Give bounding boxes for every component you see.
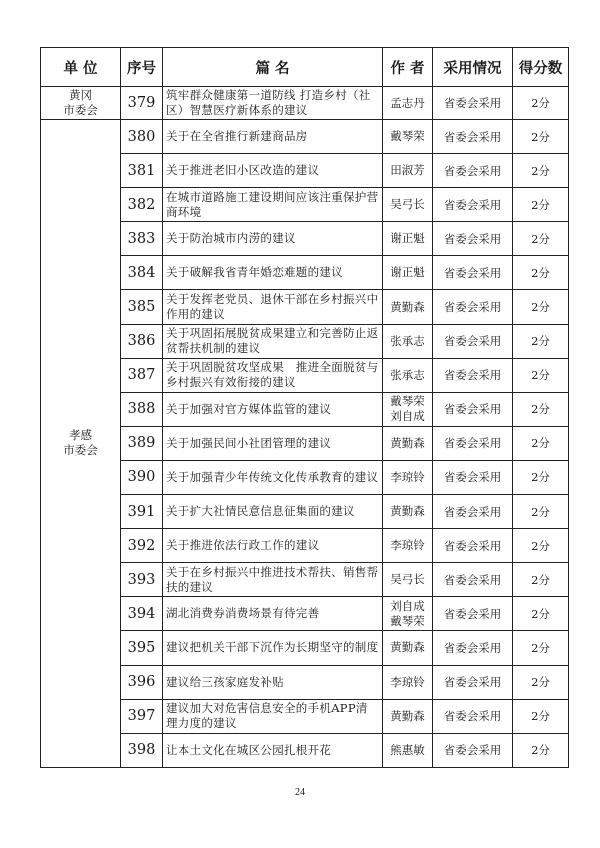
table-row — [41, 631, 569, 665]
author-cell: 田淑芳 — [383, 154, 433, 188]
seq-cell: 383 — [121, 222, 163, 256]
proposal-table — [40, 47, 569, 768]
table-row — [41, 87, 569, 120]
title-cell: 建议给三孩家庭发补贴 — [163, 665, 383, 699]
adoption-cell: 省委会采用 — [433, 699, 513, 733]
adoption-cell: 省委会采用 — [433, 733, 513, 767]
title-cell: 筑牢群众健康第一道防线 打造乡村（社区）智慧医疗新体系的建议 — [163, 87, 383, 120]
adoption-cell: 省委会采用 — [433, 426, 513, 460]
title-cell: 建议加大对危害信息安全的手机APP清理力度的建议 — [163, 699, 383, 733]
adoption-cell: 省委会采用 — [433, 222, 513, 256]
author-cell: 李琼铃 — [383, 665, 433, 699]
adoption-cell: 省委会采用 — [433, 529, 513, 563]
table-row — [41, 426, 569, 460]
author-cell: 李琼铃 — [383, 529, 433, 563]
table-row — [41, 358, 569, 392]
adoption-cell: 省委会采用 — [433, 392, 513, 426]
author-cell: 李琼铃 — [383, 460, 433, 494]
table-row — [41, 256, 569, 290]
score-cell: 2分 — [513, 87, 569, 120]
table-row — [41, 120, 569, 154]
score-cell: 2分 — [513, 154, 569, 188]
author-cell: 黄勤森 — [383, 426, 433, 460]
adoption-cell: 省委会采用 — [433, 87, 513, 120]
author-cell: 张承志 — [383, 358, 433, 392]
title-cell: 关于发挥老党员、退休干部在乡村振兴中作用的建议 — [163, 290, 383, 324]
header-title: 篇 名 — [163, 48, 383, 87]
adoption-cell: 省委会采用 — [433, 460, 513, 494]
table-row — [41, 665, 569, 699]
seq-cell: 391 — [121, 495, 163, 529]
seq-cell: 382 — [121, 188, 163, 222]
adoption-cell: 省委会采用 — [433, 597, 513, 631]
score-cell: 2分 — [513, 290, 569, 324]
author-cell: 黄勤森 — [383, 495, 433, 529]
score-cell: 2分 — [513, 392, 569, 426]
title-cell: 关于在乡村振兴中推进技术帮扶、销售帮扶的建议 — [163, 563, 383, 597]
score-cell: 2分 — [513, 222, 569, 256]
score-cell: 2分 — [513, 529, 569, 563]
score-cell: 2分 — [513, 120, 569, 154]
score-cell: 2分 — [513, 324, 569, 358]
author-cell: 戴琴荣 — [383, 120, 433, 154]
title-cell: 关于加强民间小社团管理的建议 — [163, 426, 383, 460]
adoption-cell: 省委会采用 — [433, 563, 513, 597]
title-cell: 关于加强青少年传统文化传承教育的建议 — [163, 460, 383, 494]
table-row — [41, 188, 569, 222]
seq-cell: 389 — [121, 426, 163, 460]
author-cell: 吴弓长 — [383, 188, 433, 222]
seq-cell: 388 — [121, 392, 163, 426]
table-row — [41, 154, 569, 188]
seq-cell: 390 — [121, 460, 163, 494]
unit-cell: 黄冈 市委会 — [41, 87, 121, 120]
adoption-cell: 省委会采用 — [433, 290, 513, 324]
score-cell: 2分 — [513, 631, 569, 665]
adoption-cell: 省委会采用 — [433, 495, 513, 529]
title-cell: 关于防治城市内涝的建议 — [163, 222, 383, 256]
seq-cell: 381 — [121, 154, 163, 188]
table-row — [41, 529, 569, 563]
title-cell: 关于巩固脱贫攻坚成果 推进全面脱贫与乡村振兴有效衔接的建议 — [163, 358, 383, 392]
title-cell: 关于破解我省青年婚恋难题的建议 — [163, 256, 383, 290]
adoption-cell: 省委会采用 — [433, 358, 513, 392]
seq-cell: 397 — [121, 699, 163, 733]
title-cell: 关于巩固拓展脱贫成果建立和完善防止返贫帮扶机制的建议 — [163, 324, 383, 358]
score-cell: 2分 — [513, 460, 569, 494]
adoption-cell: 省委会采用 — [433, 120, 513, 154]
author-cell: 吴弓长 — [383, 563, 433, 597]
header-adoption: 采用情况 — [433, 48, 513, 87]
seq-cell: 386 — [121, 324, 163, 358]
seq-cell: 387 — [121, 358, 163, 392]
title-cell: 关于加强对官方媒体监管的建议 — [163, 392, 383, 426]
seq-cell: 395 — [121, 631, 163, 665]
author-cell: 熊惠敏 — [383, 733, 433, 767]
title-cell: 关于推进老旧小区改造的建议 — [163, 154, 383, 188]
table-row — [41, 495, 569, 529]
author-cell: 黄勤森 — [383, 699, 433, 733]
title-cell: 关于在全省推行新建商品房 — [163, 120, 383, 154]
adoption-cell: 省委会采用 — [433, 188, 513, 222]
title-cell: 建议把机关干部下沉作为长期坚守的制度 — [163, 631, 383, 665]
title-cell: 让本土文化在城区公园扎根开花 — [163, 733, 383, 767]
score-cell: 2分 — [513, 426, 569, 460]
author-cell: 黄勤森 — [383, 290, 433, 324]
table-row — [41, 324, 569, 358]
table-row — [41, 222, 569, 256]
table-row — [41, 290, 569, 324]
adoption-cell: 省委会采用 — [433, 665, 513, 699]
seq-cell: 398 — [121, 733, 163, 767]
seq-cell: 392 — [121, 529, 163, 563]
adoption-cell: 省委会采用 — [433, 154, 513, 188]
score-cell: 2分 — [513, 188, 569, 222]
score-cell: 2分 — [513, 597, 569, 631]
adoption-cell: 省委会采用 — [433, 631, 513, 665]
title-cell: 在城市道路施工建设期间应该注重保护营商环境 — [163, 188, 383, 222]
unit-cell: 孝感 市委会 — [41, 120, 121, 768]
seq-cell: 379 — [121, 87, 163, 120]
table-row — [41, 597, 569, 631]
seq-cell: 385 — [121, 290, 163, 324]
seq-cell: 394 — [121, 597, 163, 631]
score-cell: 2分 — [513, 699, 569, 733]
header-score: 得分数 — [513, 48, 569, 87]
table-row — [41, 392, 569, 426]
title-cell: 关于推进依法行政工作的建议 — [163, 529, 383, 563]
header-author: 作 者 — [383, 48, 433, 87]
author-cell: 戴琴荣 刘自成 — [383, 392, 433, 426]
score-cell: 2分 — [513, 665, 569, 699]
seq-cell: 384 — [121, 256, 163, 290]
author-cell: 谢正魁 — [383, 222, 433, 256]
adoption-cell: 省委会采用 — [433, 324, 513, 358]
page-number: 24 — [295, 787, 305, 798]
table-row — [41, 733, 569, 767]
author-cell: 黄勤森 — [383, 631, 433, 665]
title-cell: 湖北消费券消费场景有待完善 — [163, 597, 383, 631]
header-row — [41, 48, 569, 87]
table-row — [41, 460, 569, 494]
author-cell: 谢正魁 — [383, 256, 433, 290]
score-cell: 2分 — [513, 563, 569, 597]
author-cell: 孟志丹 — [383, 87, 433, 120]
score-cell: 2分 — [513, 733, 569, 767]
adoption-cell: 省委会采用 — [433, 256, 513, 290]
seq-cell: 393 — [121, 563, 163, 597]
author-cell: 刘自成 戴琴荣 — [383, 597, 433, 631]
title-cell: 关于扩大社情民意信息征集面的建议 — [163, 495, 383, 529]
table-row — [41, 563, 569, 597]
author-cell: 张承志 — [383, 324, 433, 358]
seq-cell: 396 — [121, 665, 163, 699]
header-unit: 单 位 — [41, 48, 121, 87]
table-row — [41, 699, 569, 733]
score-cell: 2分 — [513, 358, 569, 392]
header-seq: 序号 — [121, 48, 163, 87]
score-cell: 2分 — [513, 256, 569, 290]
seq-cell: 380 — [121, 120, 163, 154]
score-cell: 2分 — [513, 495, 569, 529]
